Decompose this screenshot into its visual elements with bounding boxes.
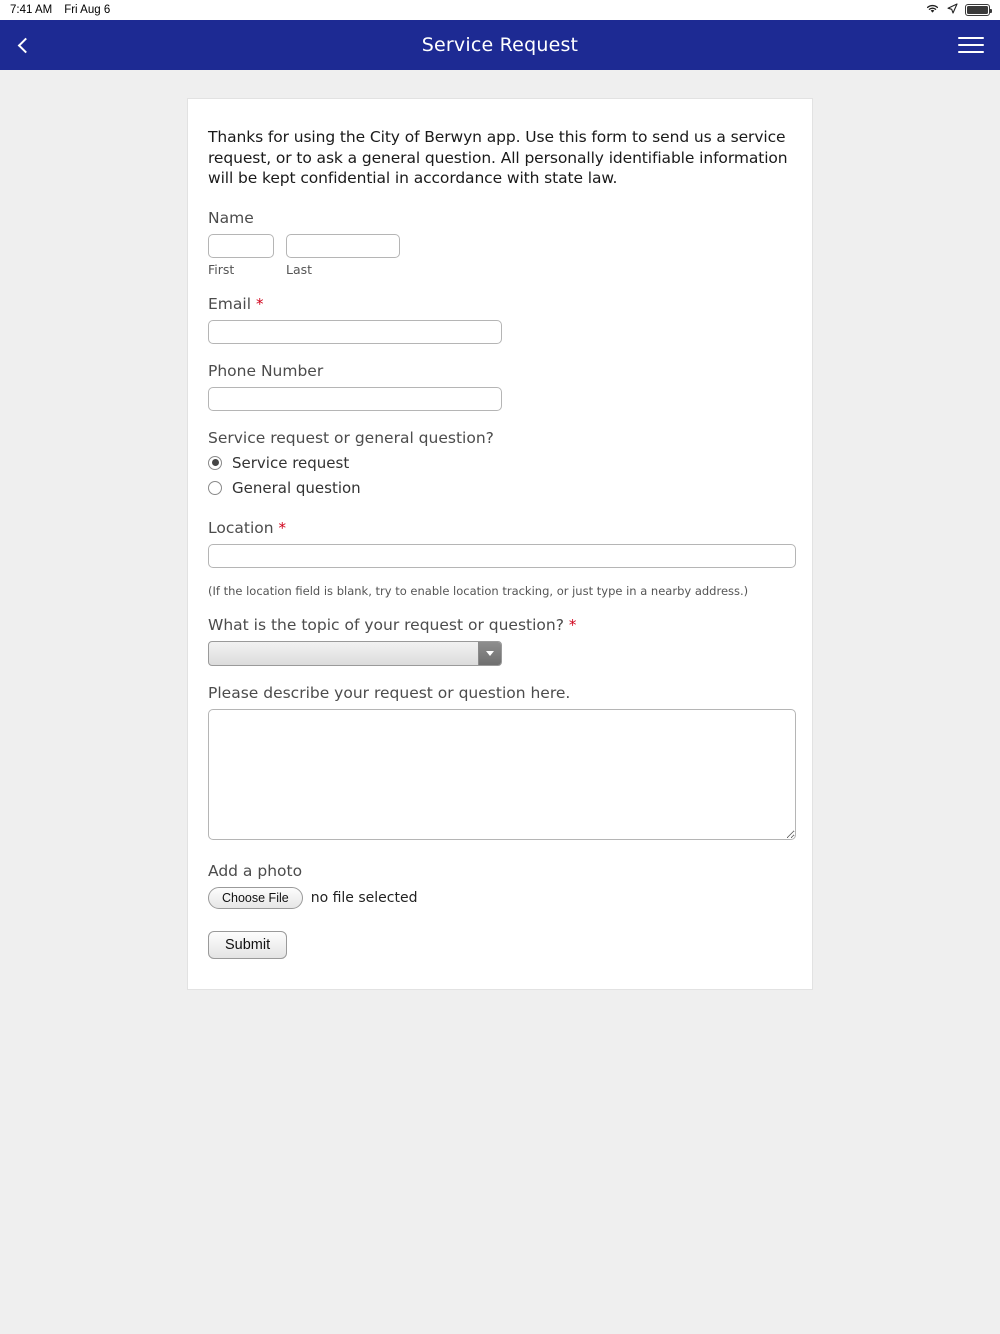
choose-file-button[interactable]: Choose File — [208, 887, 303, 909]
status-bar — [0, 0, 1000, 20]
status-date: Fri Aug 6 — [64, 4, 111, 16]
phone-input[interactable] — [208, 387, 502, 411]
location-arrow-icon — [947, 3, 958, 17]
status-bar-right — [925, 3, 990, 17]
last-name-input[interactable] — [286, 234, 400, 258]
name-label: Name — [208, 208, 254, 227]
location-field-group — [208, 519, 792, 598]
radio-option-service-request[interactable] — [208, 454, 792, 472]
hamburger-menu-icon[interactable] — [958, 32, 984, 58]
topic-select[interactable] — [208, 641, 502, 666]
request-type-label: Service request or general question? — [208, 428, 494, 447]
photo-field-group — [208, 862, 792, 909]
description-field-group — [208, 684, 792, 844]
chevron-down-icon[interactable] — [478, 642, 501, 665]
location-label — [208, 519, 792, 537]
radio-option-general-question[interactable] — [208, 479, 792, 497]
service-request-form-card — [187, 98, 813, 990]
radio-label-general-question: General question — [232, 478, 361, 497]
email-required-asterisk: * — [255, 294, 264, 313]
location-input[interactable] — [208, 544, 796, 568]
last-name-sublabel: Last — [286, 261, 313, 277]
first-name-column — [208, 234, 274, 277]
name-inputs-row — [208, 234, 792, 277]
file-upload-row — [208, 887, 792, 909]
email-field-group — [208, 295, 792, 344]
back-button[interactable] — [16, 30, 42, 60]
email-label-text: Email — [208, 294, 252, 313]
topic-label — [208, 616, 792, 634]
name-field-group — [208, 209, 792, 277]
status-bar-left — [10, 4, 110, 16]
first-name-sublabel: First — [208, 261, 235, 277]
nav-bar — [0, 20, 1000, 70]
first-name-input[interactable] — [208, 234, 274, 258]
topic-required-asterisk: * — [568, 615, 577, 634]
email-input[interactable] — [208, 320, 502, 344]
location-hint: (If the location field is blank, try to enable location tracking, or just type in a nearby address.) — [208, 583, 749, 598]
battery-full-icon — [965, 4, 990, 16]
location-required-asterisk: * — [278, 518, 286, 537]
submit-button[interactable]: Submit — [208, 931, 287, 959]
phone-label: Phone Number — [208, 361, 324, 380]
status-time: 7:41 AM — [10, 4, 53, 16]
chevron-left-icon — [18, 37, 34, 53]
phone-field-group — [208, 362, 792, 411]
topic-label-text: What is the topic of your request or question? — [208, 615, 564, 634]
description-label: Please describe your request or question here. — [208, 683, 571, 702]
radio-label-service-request: Service request — [232, 453, 350, 472]
last-name-column — [286, 234, 400, 277]
request-type-group — [208, 429, 792, 497]
radio-icon-general-question[interactable] — [208, 481, 222, 495]
page-title: Service Request — [421, 34, 579, 56]
topic-field-group — [208, 616, 792, 666]
photo-label: Add a photo — [208, 861, 303, 880]
radio-icon-service-request[interactable] — [208, 456, 222, 470]
file-status-text: no file selected — [310, 889, 418, 906]
page-body — [0, 70, 1000, 1334]
email-label — [208, 295, 792, 313]
description-textarea[interactable] — [208, 709, 796, 840]
intro-text: Thanks for using the City of Berwyn app. Use this form to send us a service request, or to ask a general question. All personally identifiable information will be kept confidential in accordance with state law. — [208, 128, 788, 188]
wifi-icon — [925, 3, 940, 17]
location-label-text: Location — [208, 518, 274, 537]
